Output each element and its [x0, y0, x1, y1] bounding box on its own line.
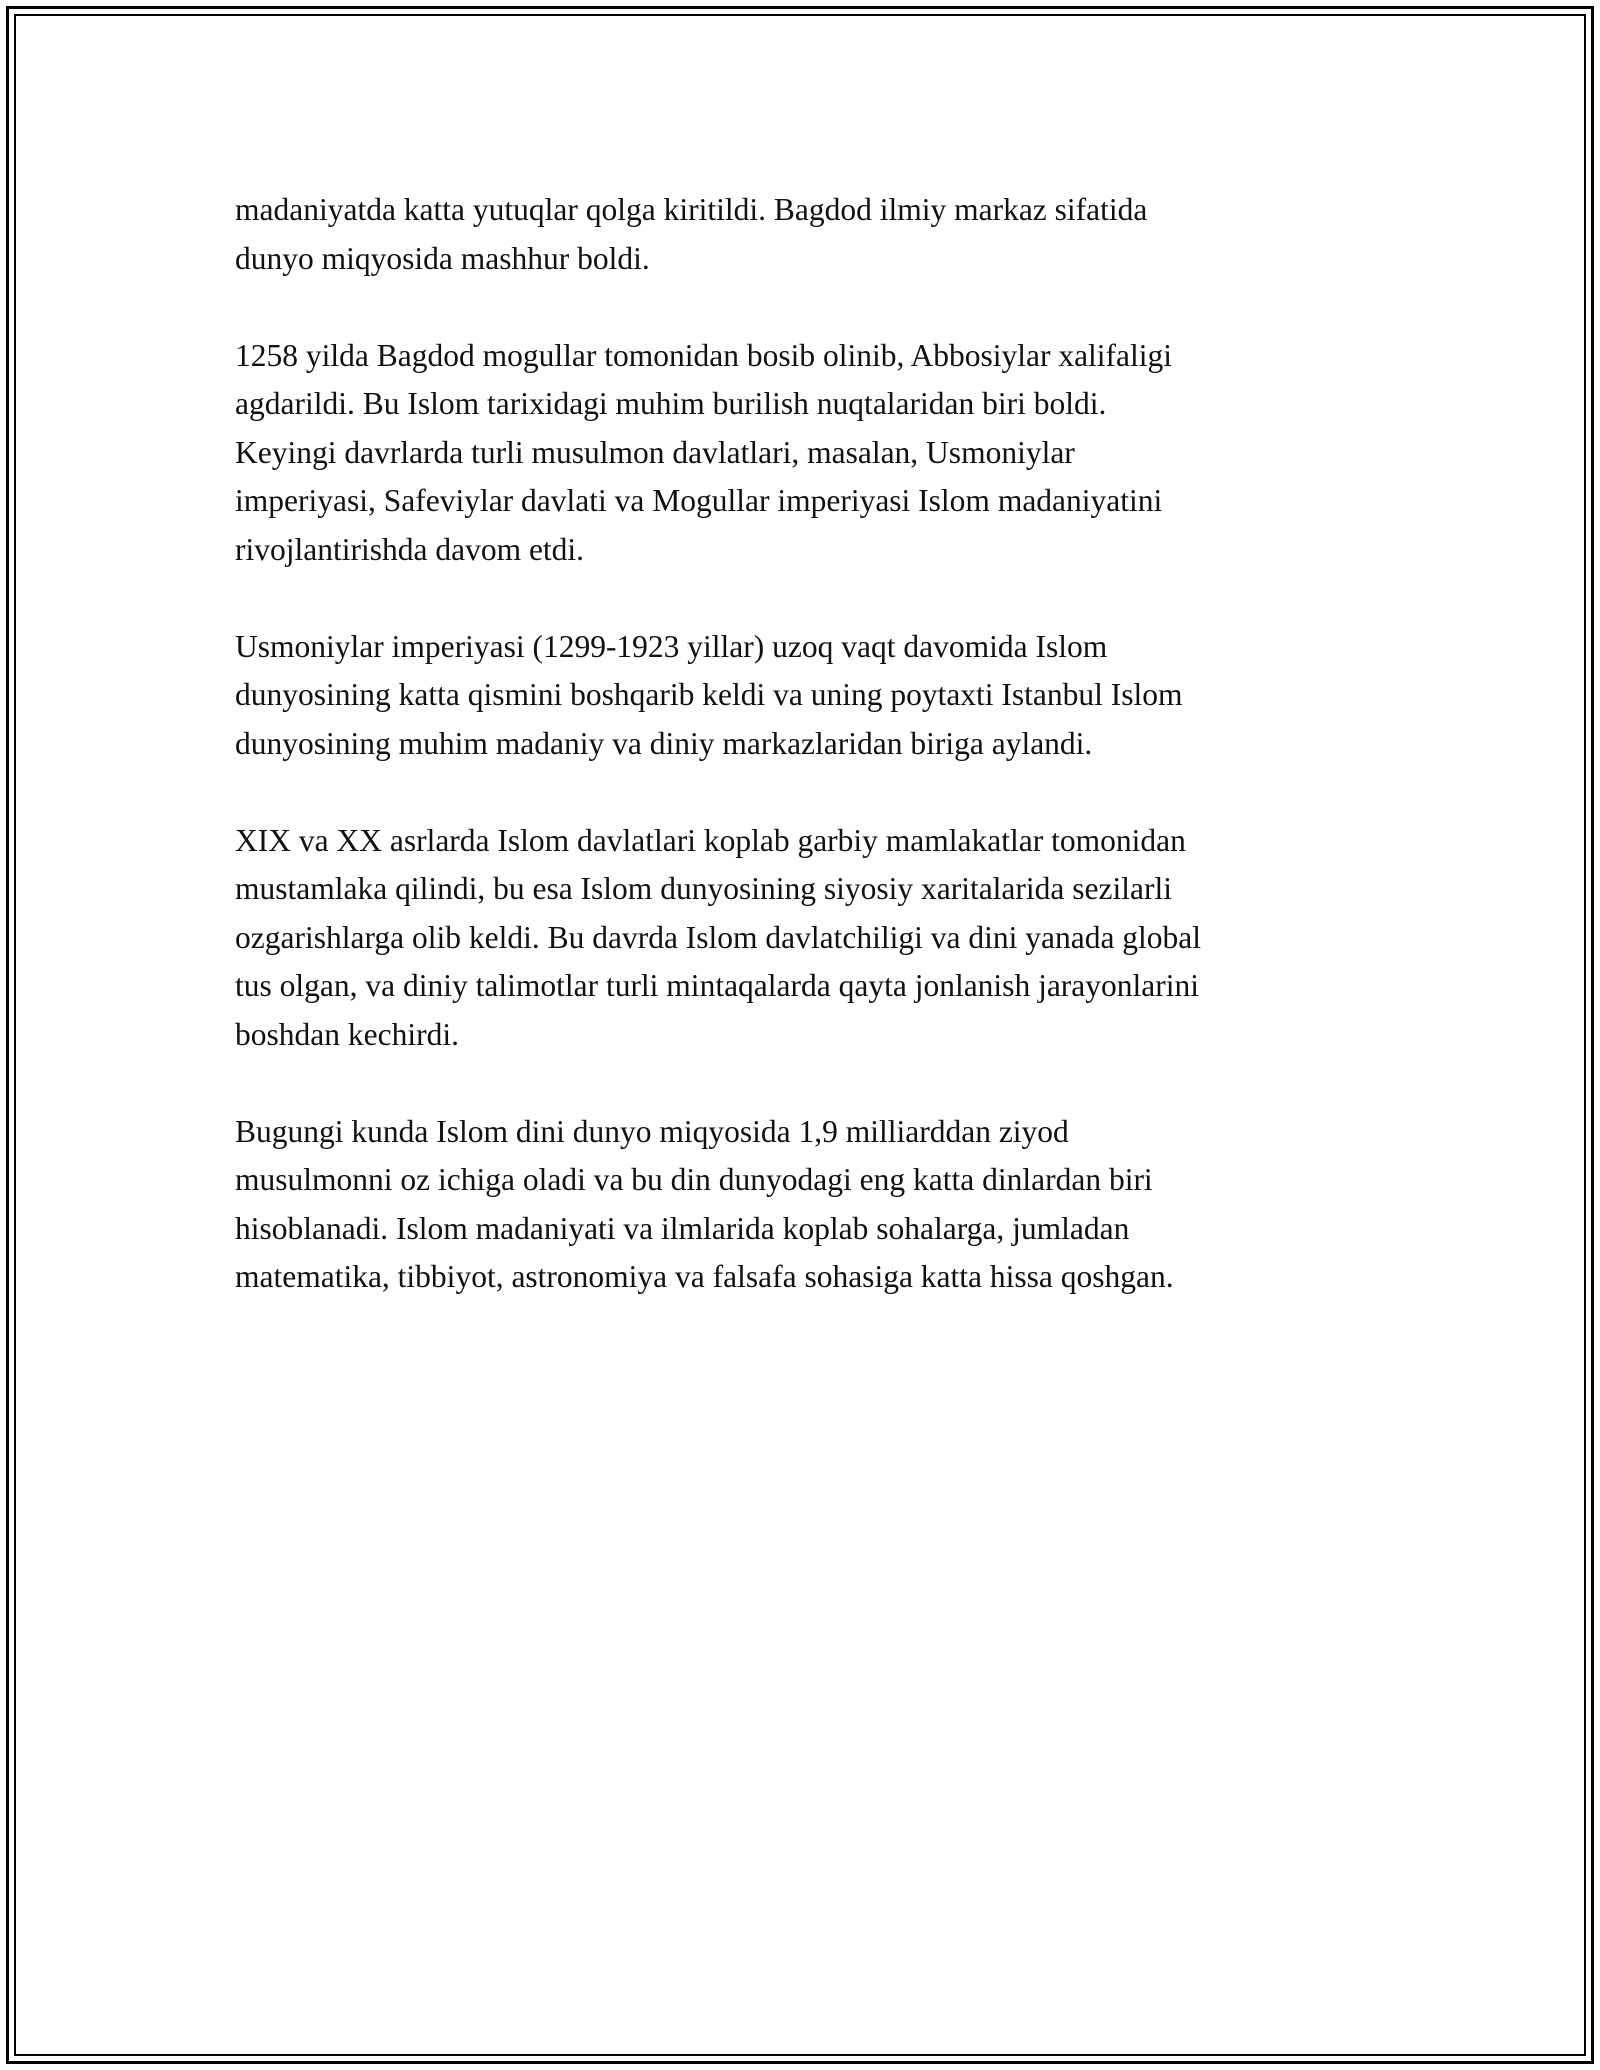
text-line: rivojlantirishda davom etdi. [235, 531, 585, 567]
paragraph-5 [235, 1108, 1365, 1302]
text-line: XIX va XX asrlarda Islom davlatlari koplab garbiy mamlakatlar tomonidan [235, 822, 1186, 858]
text-line: 1258 yilda Bagdod mogullar tomonidan bosib olinib, Abbosiylar xalifaligi [235, 337, 1173, 373]
text-line: Usmoniylar imperiyasi (1299-1923 yillar) uzoq vaqt davomida Islom [235, 628, 1108, 664]
text-line: musulmonni oz ichiga oladi va bu din dunyodagi eng katta dinlardan biri [235, 1162, 1153, 1197]
text-line: dunyo miqyosida mashhur boldi. [235, 240, 650, 276]
text-line: hisoblanadi. Islom madaniyati va ilmlarida koplab sohalarga, jumladan [235, 1210, 1130, 1246]
text-line: imperiyasi, Safeviylar davlati va Mogullar imperiyasi Islom madaniyatini [235, 483, 1163, 518]
text-line: mustamlaka qilindi, bu esa Islom dunyosining siyosiy xaritalarida sezilarli [235, 871, 1172, 906]
text-line: Bugungi kunda Islom dini dunyo miqyosida 1,9 milliarddan ziyod [235, 1113, 1069, 1149]
paragraph-2 [235, 332, 1365, 575]
paragraph-1 [235, 186, 1365, 283]
text-line: ozgarishlarga olib keldi. Bu davrda Islom davlatchiligi va dini yanada global [235, 919, 1202, 955]
text-line: tus olgan, va diniy talimotlar turli mintaqalarda qayta jonlanish jarayonlarini [235, 968, 1199, 1003]
text-line: dunyosining muhim madaniy va diniy markazlaridan biriga aylandi. [235, 725, 1093, 761]
text-line: matematika, tibbiyot, astronomiya va falsafa sohasiga katta hissa qoshgan. [235, 1259, 1174, 1294]
paragraph-3 [235, 623, 1365, 769]
text-line: agdarildi. Bu Islom tarixidagi muhim burilish nuqtalaridan biri boldi. [235, 386, 1107, 421]
document-body [235, 186, 1365, 1350]
text-line: dunyosining katta qismini boshqarib keldi va uning poytaxti Istanbul Islom [235, 677, 1183, 712]
text-line: Keyingi davrlarda turli musulmon davlatlari, masalan, Usmoniylar [235, 434, 1075, 470]
paragraph-4 [235, 817, 1365, 1060]
text-line: boshdan kechirdi. [235, 1016, 459, 1052]
text-line: madaniyatda katta yutuqlar qolga kiritildi. Bagdod ilmiy markaz sifatida [235, 192, 1148, 227]
